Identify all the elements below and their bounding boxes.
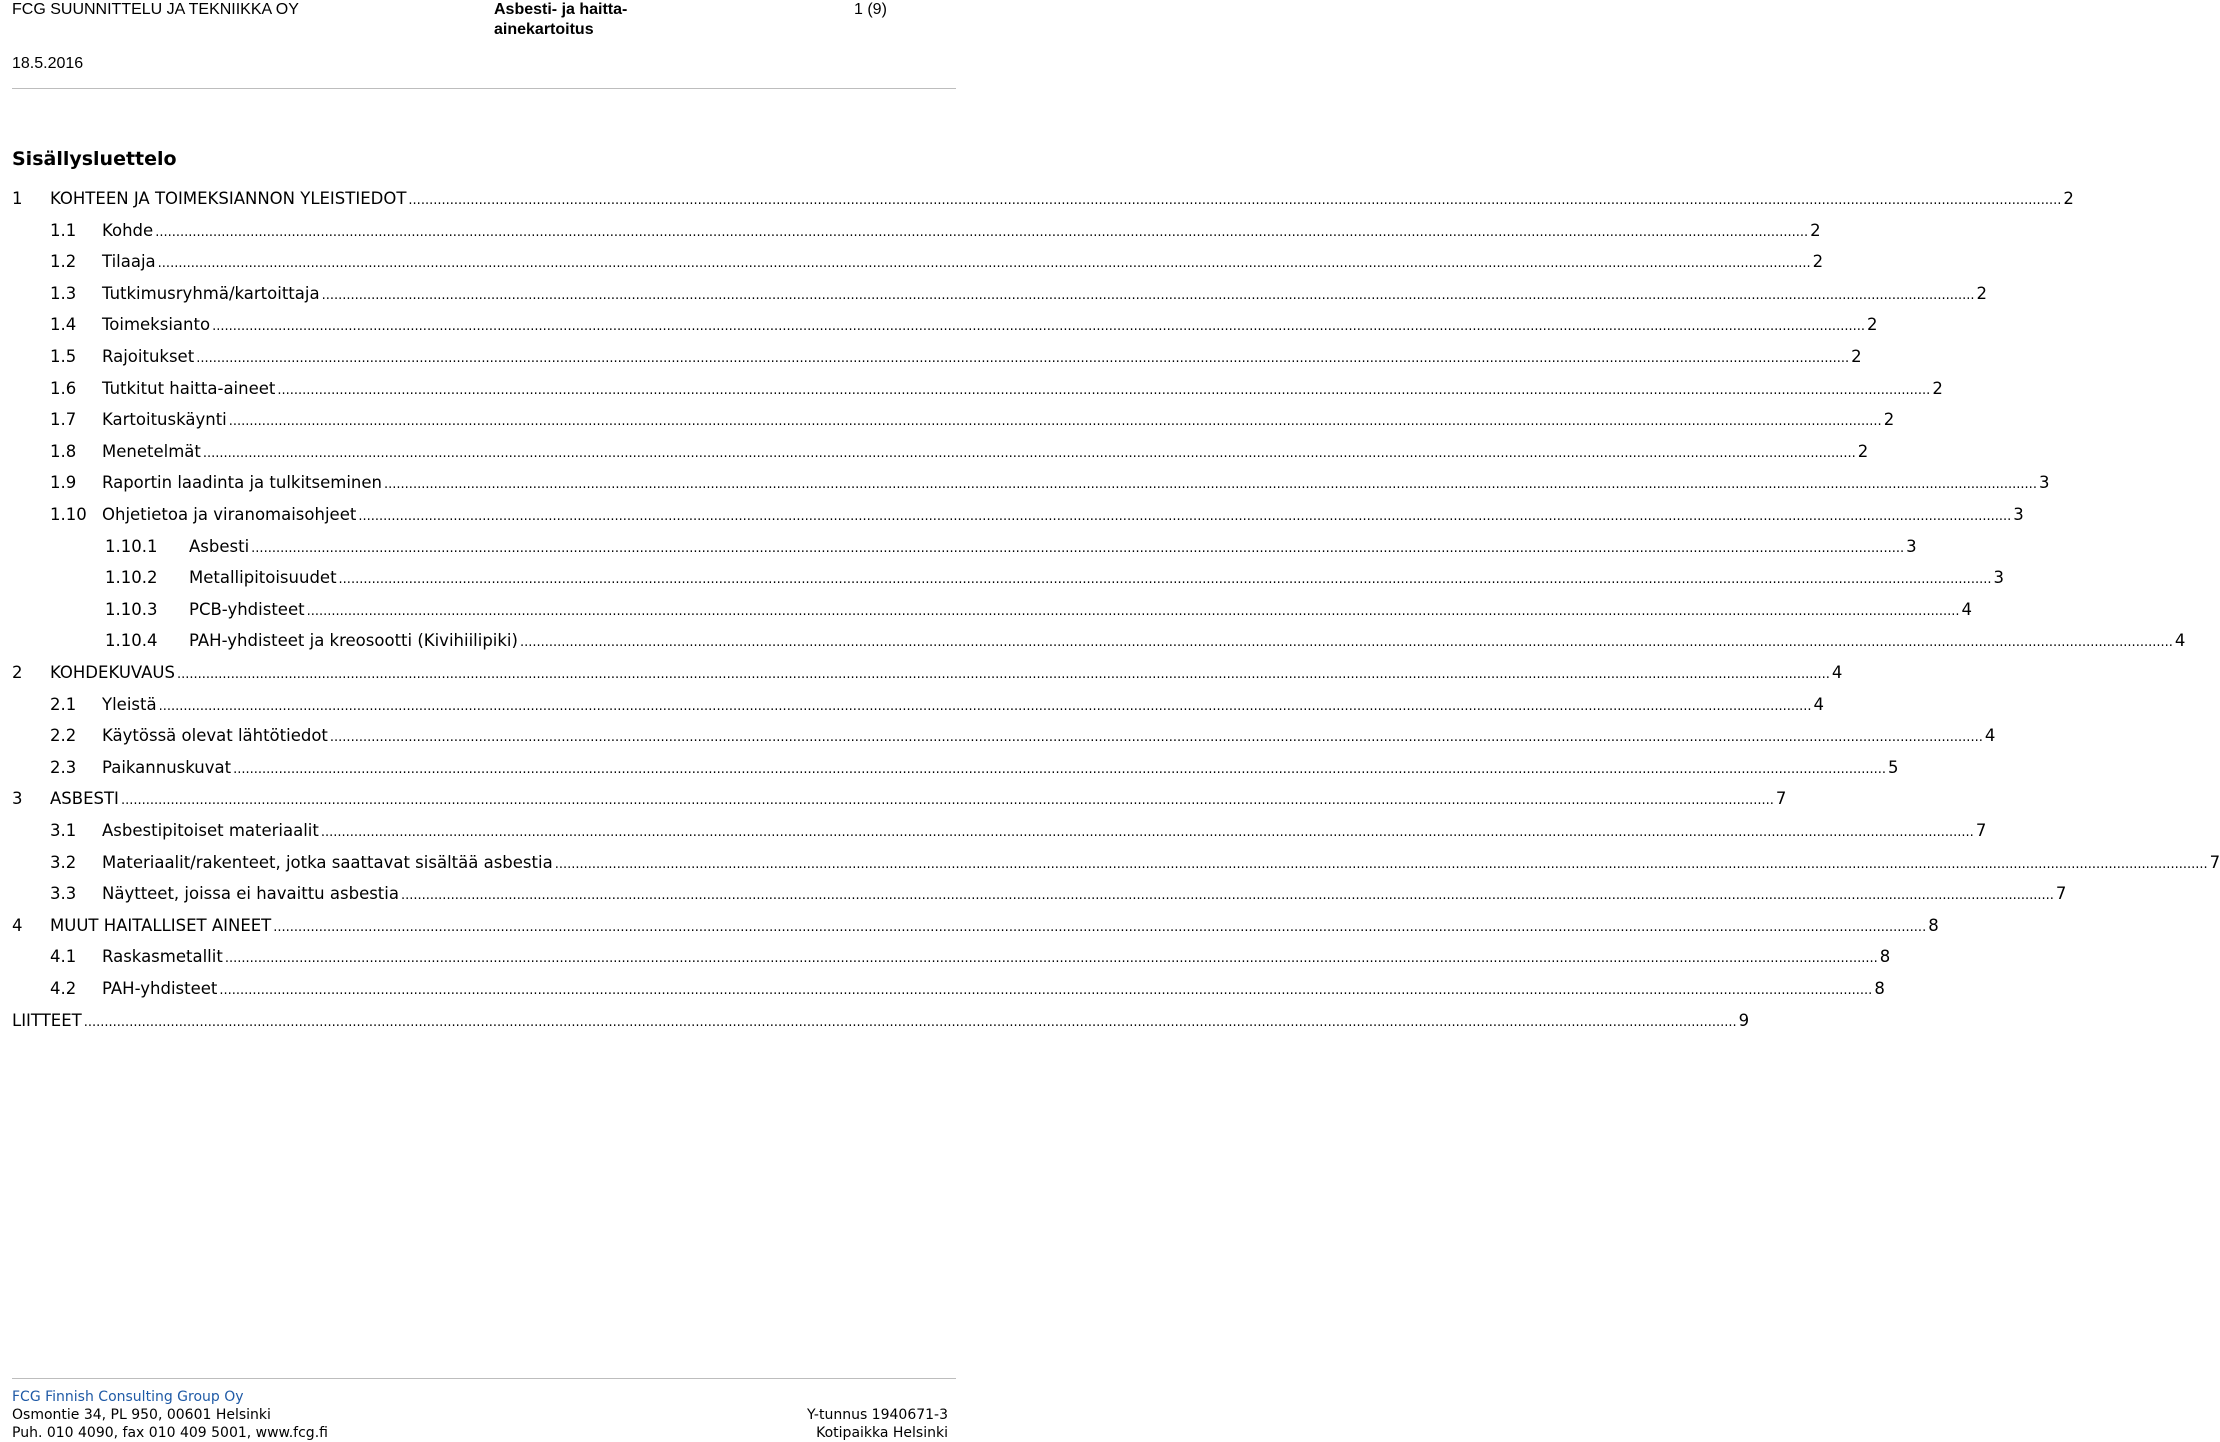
toc-dot-leader: ................................................................................................................................................................................................................................................................................................................................................................................................................ [519,635,2173,650]
toc-entry-number: 3 [12,789,23,808]
toc-entry-page: 5 [1888,758,1899,777]
toc-entry-page: 8 [1928,916,1939,935]
footer-company: FCG Finnish Consulting Group Oy [12,1389,244,1405]
toc-entry[interactable] [105,598,1973,622]
header-company: FCG SUUNNITTELU JA TEKNIIKKA OY [12,1,299,18]
toc-entry-page: 2 [1976,284,1988,303]
toc-dot-leader: ................................................................................................................................................................................................................................................................................................................................................................................................................ [233,762,1887,777]
toc-entry[interactable] [50,819,1987,843]
toc-title: Sisällysluettelo [12,148,177,170]
toc-entry[interactable] [50,219,1821,243]
toc-dot-leader: ................................................................................................................................................................................................................................................................................................................................................................................................................ [212,319,1865,334]
toc-dot-leader: ................................................................................................................................................................................................................................................................................................................................................................................................................ [228,414,1882,429]
toc-entry-page: 2 [1857,442,1869,461]
toc-entry[interactable] [50,408,1895,432]
toc-entry-title: Tutkitut haitta-aineet [102,379,276,398]
toc-entry[interactable] [50,693,1825,717]
toc-dot-leader: ................................................................................................................................................................................................................................................................................................................................................................................................................ [408,193,2062,208]
toc-entry-title: Raskasmetallit [102,947,223,966]
toc-dot-leader: ................................................................................................................................................................................................................................................................................................................................................................................................................ [157,256,1811,271]
toc-dot-leader: ................................................................................................................................................................................................................................................................................................................................................................................................................ [219,983,1873,998]
toc-dot-leader: ................................................................................................................................................................................................................................................................................................................................................................................................................ [338,572,1992,587]
toc-dot-leader: ................................................................................................................................................................................................................................................................................................................................................................................................................ [329,730,1983,745]
toc-entry-page: 7 [2209,853,2220,872]
toc-entry-page: 2 [1932,379,1943,398]
toc-entry-title: Materiaalit/rakenteet, jotka saattavat sisältää asbestia [102,853,553,872]
toc-entry[interactable] [105,566,2004,590]
toc-dot-leader: ................................................................................................................................................................................................................................................................................................................................................................................................................ [321,288,1975,303]
toc-entry-page: 2 [1883,410,1895,429]
toc-entry-number: 1.2 [50,252,77,271]
toc-entry[interactable] [105,535,1917,559]
footer-domicile: Kotipaikka Helsinki [816,1425,948,1441]
toc-entry-page: 4 [1831,663,1843,682]
toc-entry-title: Kohde [102,221,154,240]
toc-entry-page: 2 [1810,221,1821,240]
toc-entry-number: 1.1 [50,221,77,240]
header-document-title: Asbesti- ja haitta-ainekartoitus [494,1,628,38]
toc-entry-title: ASBESTI [50,789,119,808]
toc-entry-title: Ohjetietoa ja viranomaisohjeet [102,505,357,524]
header-date: 18.5.2016 [12,55,84,72]
toc-entry-title: PCB-yhdisteet [189,600,305,619]
toc-entry[interactable] [105,629,2186,653]
toc-entry[interactable] [50,756,1899,780]
toc-entry[interactable] [12,787,1787,811]
toc-entry-title: PAH-yhdisteet [102,979,218,998]
toc-entry[interactable] [50,882,2067,906]
toc-entry[interactable] [50,282,1988,306]
toc-entry[interactable] [50,377,1943,401]
toc-entry-number: 1.6 [50,379,77,398]
toc-entry-page: 3 [1993,568,2004,587]
toc-entry-page: 2 [1812,252,1824,271]
toc-entry-title: Asbestipitoiset materiaalit [102,821,319,840]
toc-entry-page: 4 [1813,695,1825,714]
toc-entry-title: Käytössä olevat lähtötiedot [102,726,328,745]
toc-entry-title: Metallipitoisuudet [189,568,337,587]
toc-dot-leader: ................................................................................................................................................................................................................................................................................................................................................................................................................ [554,857,2208,872]
toc-dot-leader: ................................................................................................................................................................................................................................................................................................................................................................................................................ [400,888,2054,903]
toc-entry[interactable] [50,250,1824,274]
toc-dot-leader: ................................................................................................................................................................................................................................................................................................................................................................................................................ [273,920,1927,935]
toc-entry[interactable] [12,1009,1750,1033]
toc-entry-title: Tutkimusryhmä/kartoittaja [102,284,320,303]
toc-entry-title: Yleistä [102,695,157,714]
toc-entry-number: 1.10 [50,505,87,524]
toc-entry-number: 1.10.1 [105,537,158,556]
toc-entry-title: Paikannuskuvat [102,758,232,777]
toc-dot-leader: ................................................................................................................................................................................................................................................................................................................................................................................................................ [251,541,1905,556]
toc-entry-title: LIITTEET [12,1011,82,1030]
footer-divider [12,1378,956,1379]
toc-entry[interactable] [12,187,2074,211]
toc-dot-leader: ................................................................................................................................................................................................................................................................................................................................................................................................................ [176,667,1830,682]
toc-dot-leader: ................................................................................................................................................................................................................................................................................................................................................................................................................ [306,604,1960,619]
toc-entry-number: 1.7 [50,410,77,429]
toc-entry-number: 3.3 [50,884,77,903]
toc-entry-number: 4.2 [50,979,77,998]
toc-entry-title: MUUT HAITALLISET AINEET [50,916,272,935]
toc-entry-page: 7 [1775,789,1787,808]
toc-entry-title: Menetelmät [102,442,201,461]
toc-entry-title: Asbesti [189,537,250,556]
toc-entry-number: 1.8 [50,442,77,461]
toc-entry-page: 8 [1879,947,1891,966]
toc-dot-leader: ................................................................................................................................................................................................................................................................................................................................................................................................................ [320,825,1974,840]
toc-entry[interactable] [50,313,1878,337]
toc-entry-page: 8 [1874,979,1885,998]
toc-dot-leader: ................................................................................................................................................................................................................................................................................................................................................................................................................ [358,509,2012,524]
toc-entry-page: 3 [1906,537,1917,556]
toc-entry-title: Rajoitukset [102,347,195,366]
toc-entry-page: 3 [2013,505,2024,524]
toc-entry-title: Toimeksianto [102,315,211,334]
toc-entry[interactable] [50,503,2024,527]
toc-entry-page: 4 [2174,631,2186,650]
toc-dot-leader: ................................................................................................................................................................................................................................................................................................................................................................................................................ [202,446,1856,461]
toc-entry[interactable] [50,977,1885,1001]
toc-dot-leader: ................................................................................................................................................................................................................................................................................................................................................................................................................ [384,477,2037,492]
toc-entry[interactable] [50,724,1996,748]
toc-entry-number: 3.1 [50,821,77,840]
toc-entry-title: Kartoituskäynti [102,410,227,429]
toc-entry-page: 7 [2055,884,2067,903]
toc-entry-number: 1.9 [50,473,77,492]
toc-entry-title: Tilaaja [102,252,156,271]
toc-entry[interactable] [12,914,1939,938]
toc-entry-number: 2.3 [50,758,77,777]
toc-entry-page: 9 [1738,1011,1750,1030]
toc-dot-leader: ................................................................................................................................................................................................................................................................................................................................................................................................................ [158,699,1812,714]
footer-business-id: Y-tunnus 1940671-3 [807,1407,948,1423]
toc-entry-number: 1.10.2 [105,568,158,587]
toc-entry-title: KOHTEEN JA TOIMEKSIANNON YLEISTIEDOT [50,189,407,208]
toc-entry[interactable] [50,945,1891,969]
toc-entry-number: 1.5 [50,347,77,366]
toc-entry-title: PAH-yhdisteet ja kreosootti (Kivihiilipiki) [189,631,518,650]
toc-dot-leader: ................................................................................................................................................................................................................................................................................................................................................................................................................ [196,351,1850,366]
toc-entry-page: 2 [2063,189,2074,208]
toc-dot-leader: ................................................................................................................................................................................................................................................................................................................................................................................................................ [120,793,1774,808]
toc-entry-number: 1 [12,189,23,208]
toc-entry-number: 1.10.4 [105,631,158,650]
header-divider [12,88,956,89]
toc-entry-number: 1.3 [50,284,77,303]
footer-phone: Puh. 010 4090, fax 010 409 5001, www.fcg.fi [12,1425,328,1441]
toc-entry-page: 4 [1961,600,1973,619]
toc-entry[interactable] [12,661,1843,685]
toc-entry[interactable] [50,851,2220,875]
toc-entry-number: 1.4 [50,315,77,334]
toc-entry-number: 2.1 [50,695,77,714]
toc-entry[interactable] [50,345,1862,369]
toc-entry-title: KOHDEKUVAUS [50,663,175,682]
toc-dot-leader: ................................................................................................................................................................................................................................................................................................................................................................................................................ [277,383,1931,398]
toc-entry-page: 4 [1984,726,1996,745]
toc-entry-number: 2.2 [50,726,77,745]
toc-entry-page: 7 [1975,821,1987,840]
toc-entry-number: 4 [12,916,23,935]
footer-address: Osmontie 34, PL 950, 00601 Helsinki [12,1407,271,1423]
toc-dot-leader: ................................................................................................................................................................................................................................................................................................................................................................................................................ [224,951,1878,966]
toc-dot-leader: ................................................................................................................................................................................................................................................................................................................................................................................................................ [83,1015,1737,1030]
toc-entry-title: Raportin laadinta ja tulkitseminen [102,473,383,492]
toc-entry-number: 2 [12,663,23,682]
toc-entry-number: 3.2 [50,853,77,872]
toc-entry-number: 1.10.3 [105,600,158,619]
toc-entry-page: 2 [1851,347,1862,366]
toc-entry-number: 4.1 [50,947,77,966]
toc-entry[interactable] [50,471,2050,495]
toc-dot-leader: ................................................................................................................................................................................................................................................................................................................................................................................................................ [155,225,1809,240]
header-page-number: 1 (9) [854,1,887,18]
toc-entry[interactable] [50,440,1869,464]
toc-entry-title: Näytteet, joissa ei havaittu asbestia [102,884,399,903]
toc-entry-page: 3 [2038,473,2050,492]
toc-entry-page: 2 [1867,315,1878,334]
